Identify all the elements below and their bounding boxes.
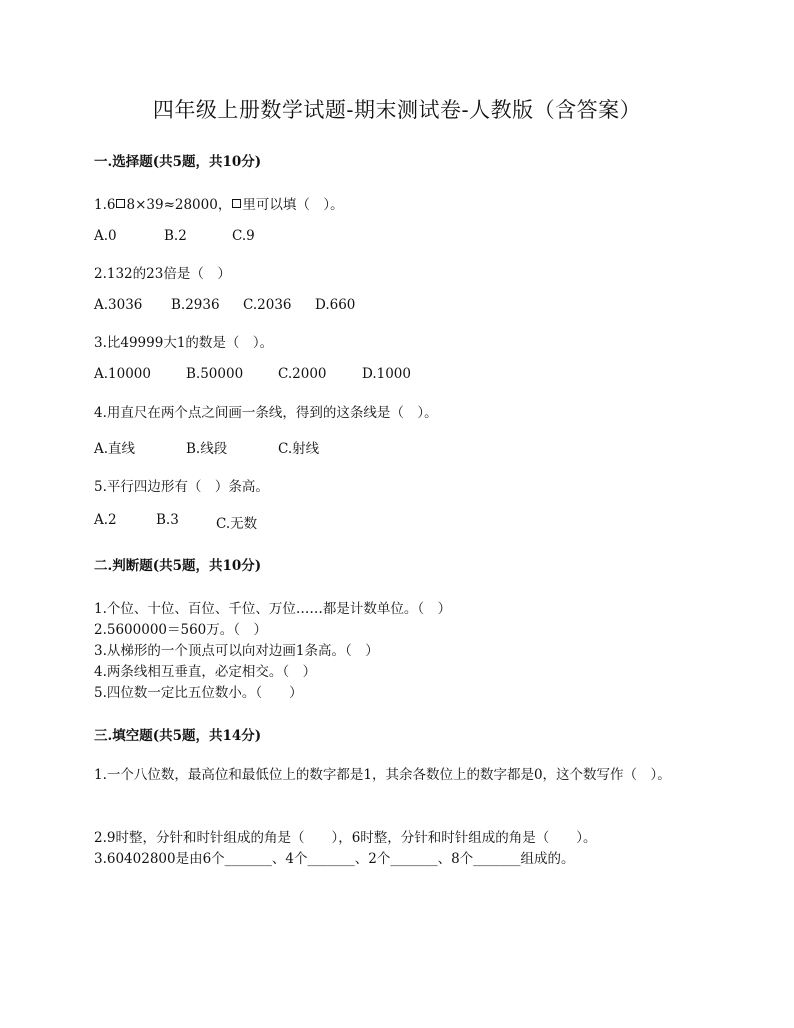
fill-item-1: 1.一个八位数，最高位和最低位上的数字都是1，其余各数位上的数字都是0，这个数写作（ ）。 <box>94 767 671 783</box>
question-1-prefix: 1.6 <box>94 197 116 213</box>
option: B.2 <box>164 228 187 244</box>
option: B.50000 <box>186 366 244 382</box>
option: A.10000 <box>94 366 151 382</box>
option: A.0 <box>94 228 117 244</box>
question-5: 5.平行四边形有（ ）条高。 <box>94 479 269 495</box>
option: D.660 <box>315 297 356 313</box>
question-3: 3.比49999大1的数是（ ）。 <box>94 335 274 351</box>
judge-item-1: 1.个位、十位、百位、千位、万位……都是计数单位。（ ） <box>94 601 452 617</box>
section-heading-choice: 一.选择题(共5题，共10分) <box>94 154 262 170</box>
question-2: 2.132的23倍是（ ） <box>94 266 231 282</box>
fill-item-3: 3.60402800是由6个_______、4个_______、2个_______、8个_______组成的。 <box>94 851 575 867</box>
section-heading-judge: 二.判断题(共5题，共10分) <box>94 558 262 574</box>
option: C.射线 <box>278 441 320 457</box>
question-1-tail: 里可以填（ ）。 <box>242 197 344 213</box>
judge-item-5: 5.四位数一定比五位数小。（ ） <box>94 685 303 701</box>
question-1 <box>94 193 344 213</box>
question-4: 4.用直尺在两个点之间画一条线，得到的这条线是（ ）。 <box>94 405 438 421</box>
option: B.2936 <box>171 297 220 313</box>
option: D.1000 <box>362 366 411 382</box>
judge-item-4: 4.两条线相互垂直，必定相交。（ ） <box>94 664 317 680</box>
option: C.2000 <box>278 366 327 382</box>
option: B.3 <box>156 512 179 528</box>
option: A.3036 <box>94 297 143 313</box>
fill-item-2: 2.9时整，分针和时针组成的角是（ ），6时整，分针和时针组成的角是（ ）。 <box>94 830 597 846</box>
section-heading-fill: 三.填空题(共5题，共14分) <box>94 728 262 744</box>
option: A.2 <box>94 512 117 528</box>
blank-box-icon <box>116 199 125 208</box>
option: C.2036 <box>243 297 292 313</box>
option: C.无数 <box>216 516 258 532</box>
judge-item-3: 3.从梯形的一个顶点可以向对边画1条高。（ ） <box>94 643 379 659</box>
page-title: 四年级上册数学试题-期末测试卷-人教版（含答案） <box>152 98 642 122</box>
option: A.直线 <box>94 441 136 457</box>
judge-item-2: 2.5600000＝560万。（ ） <box>94 622 268 638</box>
blank-box-icon <box>232 199 241 208</box>
question-1-middle: 8×39≈28000， <box>126 197 232 213</box>
option: C.9 <box>232 228 255 244</box>
option: B.线段 <box>186 441 228 457</box>
